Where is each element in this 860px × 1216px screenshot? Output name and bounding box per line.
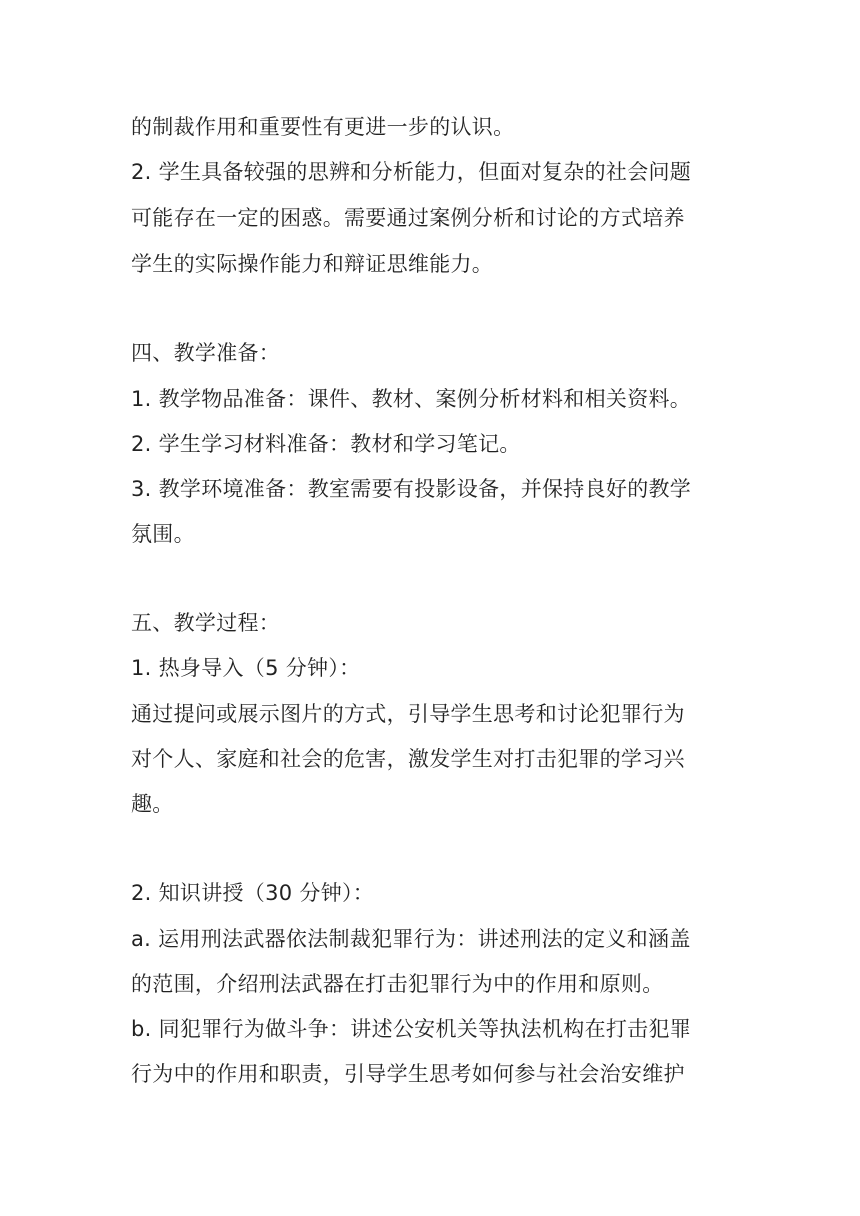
list-item-line: a. 运用刑法武器依法制裁犯罪行为：讲述刑法的定义和涵盖: [131, 927, 691, 951]
list-item-line: 行为中的作用和职责，引导学生思考如何参与社会治安维护: [131, 1062, 685, 1086]
list-item-line: 2. 学生学习材料准备：教材和学习笔记。: [131, 432, 521, 456]
list-item-line: 3. 教学环境准备：教室需要有投影设备，并保持良好的教学: [131, 477, 692, 501]
section-heading: 五、教学过程：: [131, 611, 281, 635]
list-item-line: 可能存在一定的困惑。需要通过案例分析和讨论的方式培养: [131, 206, 685, 230]
list-item-line: 的范围，介绍刑法武器在打击犯罪行为中的作用和原则。: [131, 972, 664, 996]
step-heading: 1. 热身导入（5 分钟）：: [131, 656, 361, 680]
step-heading: 2. 知识讲授（30 分钟）：: [131, 881, 375, 905]
paragraph-line: 对个人、家庭和社会的危害，激发学生对打击犯罪的学习兴: [131, 747, 685, 771]
paragraph-line: 趣。: [131, 792, 174, 816]
section-heading: 四、教学准备：: [131, 341, 281, 365]
list-item-line: b. 同犯罪行为做斗争：讲述公安机关等执法机构在打击犯罪: [131, 1017, 692, 1041]
list-item-line: 1. 教学物品准备：课件、教材、案例分析材料和相关资料。: [131, 387, 692, 411]
paragraph-line: 的制裁作用和重要性有更进一步的认识。: [131, 115, 515, 139]
list-item-line: 氛围。: [131, 522, 195, 546]
list-item-line: 学生的实际操作能力和辩证思维能力。: [131, 252, 494, 276]
paragraph-line: 通过提问或展示图片的方式，引导学生思考和讨论犯罪行为: [131, 702, 685, 726]
list-item-line: 2. 学生具备较强的思辨和分析能力，但面对复杂的社会问题: [131, 160, 692, 184]
